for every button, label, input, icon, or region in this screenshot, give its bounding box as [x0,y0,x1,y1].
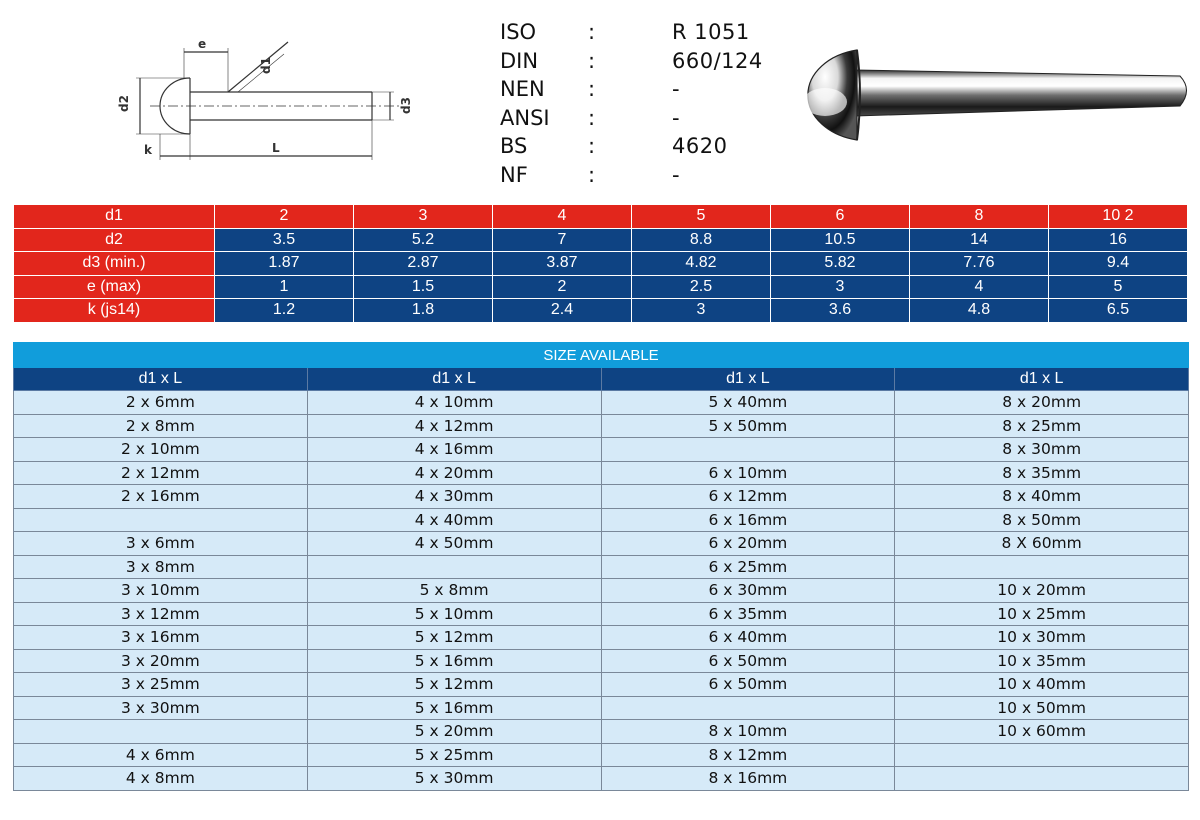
size-table-row [14,649,1189,673]
diagram-label-e: e [198,37,207,51]
size-cell: 6 x 50mm [601,673,895,697]
size-cell: 8 x 16mm [601,767,895,791]
standard-value: R 1051 [672,20,750,45]
size-cell [307,555,601,579]
size-column-header: d1 x L [14,368,308,391]
spec-cell: 1.5 [354,275,493,299]
size-table-row [14,555,1189,579]
spec-row-k [14,299,1188,323]
size-cell: 8 x 50mm [895,508,1189,532]
spec-cell: 4.8 [910,299,1049,323]
spec-cell: 10 2 [1049,205,1188,229]
size-cell: 8 x 20mm [895,391,1189,415]
size-cell: 5 x 16mm [307,649,601,673]
size-cell: 5 x 10mm [307,602,601,626]
spec-cell: 2 [215,205,354,229]
spec-cell: 3.6 [771,299,910,323]
size-cell: 5 x 16mm [307,696,601,720]
size-table-row [14,391,1189,415]
size-cell: 6 x 16mm [601,508,895,532]
spec-cell: 5.82 [771,252,910,276]
size-cell: 8 x 12mm [601,743,895,767]
spec-cell: 6 [771,205,910,229]
size-table-row [14,720,1189,744]
size-cell: 10 x 25mm [895,602,1189,626]
standards-list [500,18,812,189]
standard-name: ANSI [500,105,550,130]
spec-cell: 2 [493,275,632,299]
spec-row-header: k (js14) [14,299,215,323]
spec-cell: 2.5 [632,275,771,299]
standard-name: NEN [500,77,545,102]
spec-cell: 10.5 [771,228,910,252]
size-cell: 4 x 50mm [307,532,601,556]
standard-row [500,104,812,133]
size-cell: 6 x 40mm [601,626,895,650]
size-table-row [14,673,1189,697]
diagram-label-d3: d3 [399,97,413,114]
spec-row-d2 [14,228,1188,252]
size-cell: 10 x 20mm [895,579,1189,603]
size-table-banner: SIZE AVAILABLE [14,343,1189,368]
size-table-banner-row [14,343,1189,368]
spec-cell: 8.8 [632,228,771,252]
spec-cell: 3 [771,275,910,299]
spec-cell: 4 [910,275,1049,299]
size-cell: 10 x 50mm [895,696,1189,720]
size-cell: 3 x 30mm [14,696,308,720]
spec-cell: 1.87 [215,252,354,276]
standard-value: - [672,77,681,102]
spec-cell: 2.87 [354,252,493,276]
standard-name: ISO [500,20,537,45]
size-cell: 5 x 30mm [307,767,601,791]
spec-cell: 16 [1049,228,1188,252]
size-column-header: d1 x L [895,368,1189,391]
size-cell: 4 x 20mm [307,461,601,485]
spec-cell: 4.82 [632,252,771,276]
size-cell: 8 x 25mm [895,414,1189,438]
spec-row-header: d2 [14,228,215,252]
standard-value: 660/124 [672,48,763,73]
size-cell: 3 x 20mm [14,649,308,673]
size-column-header: d1 x L [601,368,895,391]
size-cell: 3 x 8mm [14,555,308,579]
standard-row [500,161,812,190]
spec-cell: 5.2 [354,228,493,252]
standard-name: NF [500,162,528,187]
size-cell: 4 x 10mm [307,391,601,415]
size-cell: 10 x 30mm [895,626,1189,650]
size-cell: 10 x 35mm [895,649,1189,673]
spec-cell: 1.2 [215,299,354,323]
spec-cell: 8 [910,205,1049,229]
spec-row-header: e (max) [14,275,215,299]
size-cell: 4 x 12mm [307,414,601,438]
size-cell: 6 x 10mm [601,461,895,485]
size-cell: 6 x 50mm [601,649,895,673]
size-cell: 5 x 20mm [307,720,601,744]
standard-row [500,18,812,47]
size-cell: 8 X 60mm [895,532,1189,556]
diagram-label-l: L [272,141,280,155]
size-cell: 5 x 12mm [307,673,601,697]
standard-name: BS [500,134,528,159]
standard-colon: : [588,20,596,45]
size-table-row [14,438,1189,462]
size-cell: 2 x 8mm [14,414,308,438]
size-cell: 5 x 8mm [307,579,601,603]
size-table-row [14,743,1189,767]
spec-cell: 7 [493,228,632,252]
size-table-header-row [14,368,1189,391]
size-cell: 3 x 12mm [14,602,308,626]
spec-cell: 6.5 [1049,299,1188,323]
spec-row-header: d3 (min.) [14,252,215,276]
size-table-row [14,602,1189,626]
size-cell: 5 x 40mm [601,391,895,415]
rivet-product-image [785,40,1195,150]
diagram-label-d2: d2 [117,95,131,112]
size-cell: 2 x 10mm [14,438,308,462]
size-cell: 10 x 40mm [895,673,1189,697]
standard-name: DIN [500,48,539,73]
size-table-row [14,626,1189,650]
size-cell: 3 x 25mm [14,673,308,697]
size-cell: 8 x 40mm [895,485,1189,509]
size-table-row [14,414,1189,438]
size-cell: 2 x 6mm [14,391,308,415]
size-cell: 2 x 12mm [14,461,308,485]
spec-cell: 5 [632,205,771,229]
size-cell [14,720,308,744]
size-table-row [14,696,1189,720]
spec-row-header: d1 [14,205,215,229]
size-cell: 6 x 30mm [601,579,895,603]
size-cell: 8 x 30mm [895,438,1189,462]
size-cell: 3 x 10mm [14,579,308,603]
standard-value: - [672,105,681,130]
size-cell: 8 x 10mm [601,720,895,744]
spec-cell: 3 [632,299,771,323]
size-cell: 4 x 6mm [14,743,308,767]
size-cell [601,696,895,720]
size-cell: 2 x 16mm [14,485,308,509]
diagram-label-k: k [144,143,152,157]
size-cell: 6 x 35mm [601,602,895,626]
size-cell [895,767,1189,791]
size-cell: 6 x 20mm [601,532,895,556]
standard-value: - [672,162,681,187]
spec-cell: 3.87 [493,252,632,276]
size-cell: 3 x 16mm [14,626,308,650]
size-cell: 8 x 35mm [895,461,1189,485]
spec-cell: 1 [215,275,354,299]
size-cell: 4 x 40mm [307,508,601,532]
spec-cell: 14 [910,228,1049,252]
size-cell [601,438,895,462]
standard-row [500,75,812,104]
size-cell: 6 x 25mm [601,555,895,579]
size-table-row [14,461,1189,485]
spec-cell: 5 [1049,275,1188,299]
size-cell: 5 x 50mm [601,414,895,438]
size-cell: 4 x 16mm [307,438,601,462]
dimension-spec-table [13,204,1188,323]
size-cell: 3 x 6mm [14,532,308,556]
standard-row [500,132,812,161]
spec-row-d1 [14,205,1188,229]
size-table-row [14,532,1189,556]
size-table-row [14,508,1189,532]
size-cell: 5 x 12mm [307,626,601,650]
standard-row [500,47,812,76]
size-cell [895,555,1189,579]
size-table-row [14,579,1189,603]
size-cell: 4 x 8mm [14,767,308,791]
size-cell [895,743,1189,767]
diagram-label-d1: d1 [259,57,273,74]
standard-colon: : [588,77,596,102]
standard-colon: : [588,162,596,187]
standard-colon: : [588,105,596,130]
spec-cell: 4 [493,205,632,229]
size-table-row [14,767,1189,791]
spec-cell: 9.4 [1049,252,1188,276]
spec-cell: 3.5 [215,228,354,252]
spec-row-d3 [14,252,1188,276]
standard-value: 4620 [672,134,728,159]
spec-cell: 7.76 [910,252,1049,276]
spec-cell: 3 [354,205,493,229]
spec-row-e [14,275,1188,299]
spec-cell: 1.8 [354,299,493,323]
standard-colon: : [588,48,596,73]
size-available-table [13,342,1189,791]
size-cell: 6 x 12mm [601,485,895,509]
size-cell: 10 x 60mm [895,720,1189,744]
rivet-dimension-diagram [110,30,430,170]
size-column-header: d1 x L [307,368,601,391]
standard-colon: : [588,134,596,159]
size-cell: 4 x 30mm [307,485,601,509]
size-cell: 5 x 25mm [307,743,601,767]
size-table-row [14,485,1189,509]
size-cell [14,508,308,532]
spec-cell: 2.4 [493,299,632,323]
